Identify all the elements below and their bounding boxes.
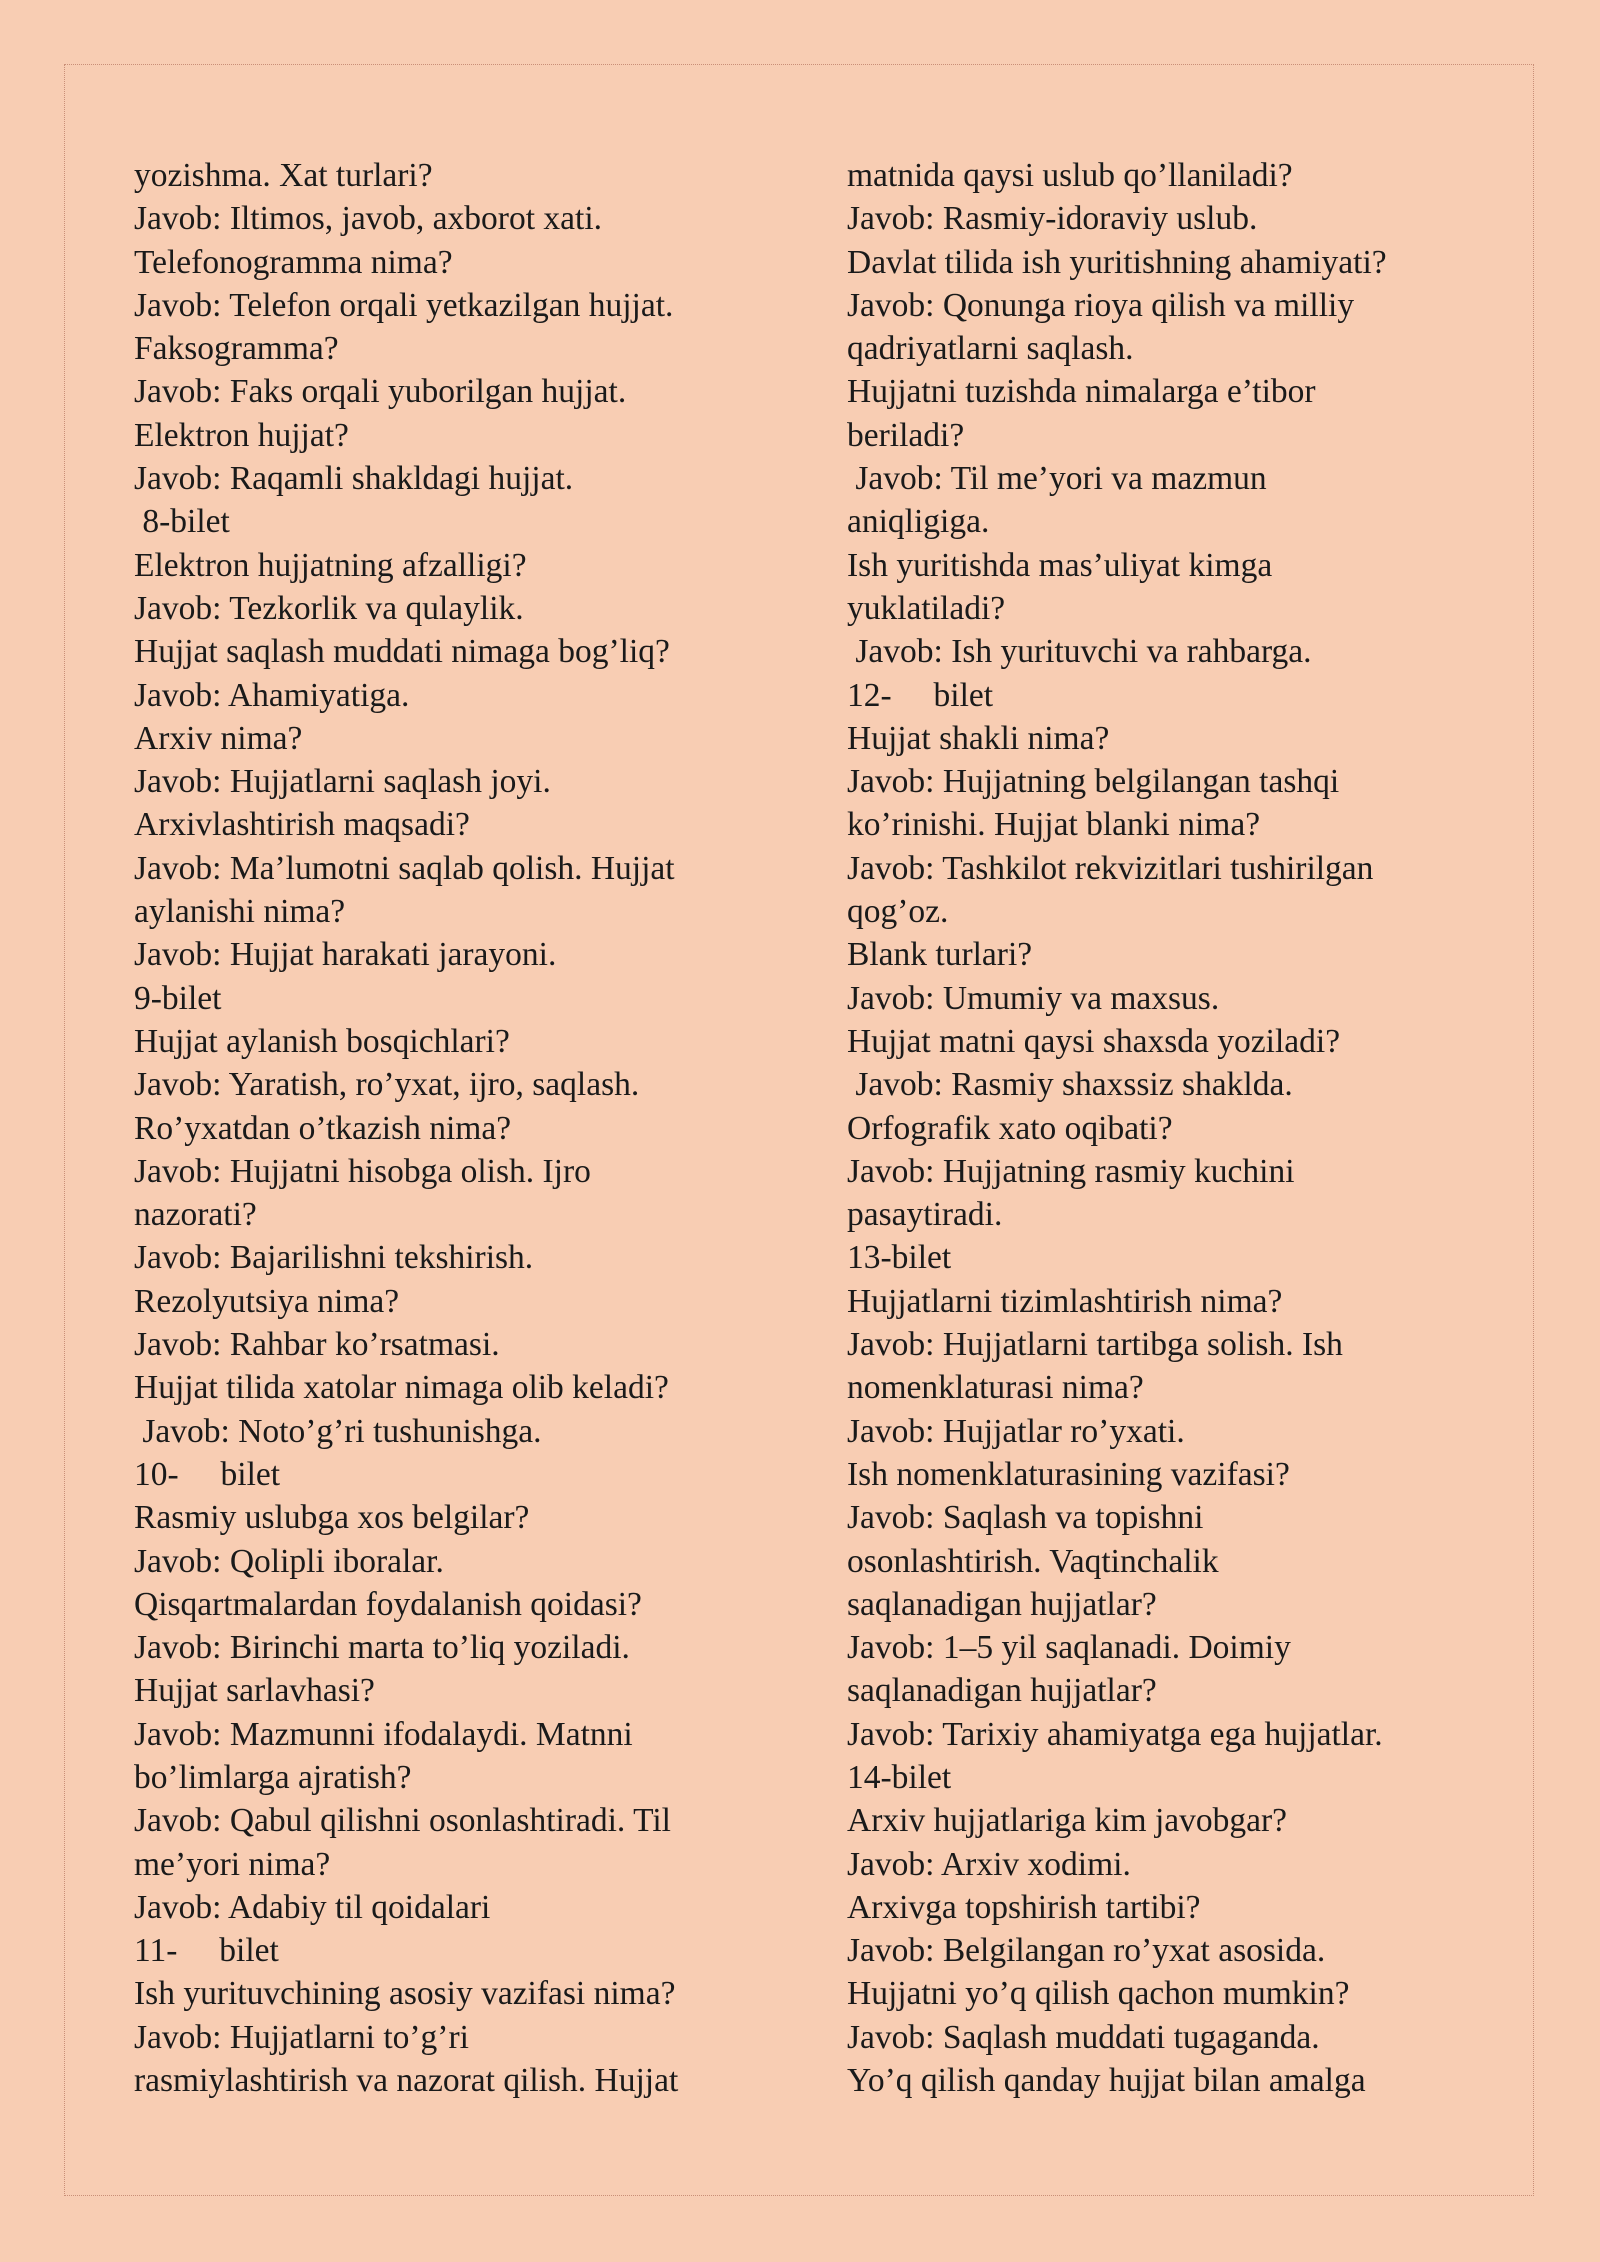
text-line: Hujjat matni qaysi shaxsda yoziladi? [847, 1022, 1341, 1060]
text-line: nazorati? [134, 1196, 257, 1234]
text-line: saqlanadigan hujjatlar? [847, 1672, 1157, 1710]
text-line: Javob: Ma’lumotni saqlab qolish. Hujjat [134, 849, 675, 887]
text-line: Davlat tilida ish yuritishning ahamiyati? [847, 243, 1387, 281]
text-line: Javob: Tezkorlik va qulaylik. [134, 589, 524, 627]
text-line: Javob: 1–5 yil saqlanadi. Doimiy [847, 1629, 1291, 1667]
text-line: Javob: Umumiy va maxsus. [847, 979, 1220, 1017]
text-line: qog’oz. [847, 893, 949, 931]
text-line: Javob: Adabiy til qoidalari [134, 1888, 491, 1926]
text-line: Ro’yxatdan o’tkazish nima? [134, 1109, 512, 1147]
text-line: Faksogramma? [134, 330, 339, 368]
text-line: Javob: Ahamiyatiga. [134, 676, 410, 714]
text-line: Javob: Arxiv xodimi. [847, 1845, 1131, 1883]
text-line: Javob: Hujjatning rasmiy kuchini [847, 1152, 1295, 1190]
text-line: Javob: Qabul qilishni osonlashtiradi. Til [134, 1802, 671, 1840]
text-line: aniqligiga. [847, 503, 990, 541]
text-line: Rezolyutsiya nima? [134, 1282, 400, 1320]
text-line: Yo’q qilish qanday hujjat bilan amalga [847, 2062, 1366, 2100]
text-line: Javob: Hujjatlarni to’g’ri [134, 2018, 469, 2056]
text-line: Javob: Til me’yori va mazmun [847, 460, 1267, 498]
text-line: Javob: Raqamli shakldagi hujjat. [134, 460, 574, 498]
text-line: beriladi? [847, 416, 965, 454]
text-line: Javob: Hujjatning belgilangan tashqi [847, 763, 1340, 801]
text-line: 9-bilet [134, 979, 222, 1017]
text-line: Javob: Hujjatlar ro’yxati. [847, 1412, 1185, 1450]
text-line: Telefonogramma nima? [134, 243, 453, 281]
right-text-column [847, 154, 1487, 2102]
text-line: Hujjat aylanish bosqichlari? [134, 1022, 510, 1060]
text-line: Ish yurituvchining asosiy vazifasi nima? [134, 1975, 676, 2013]
text-line: Ish yuritishda mas’uliyat kimga [847, 546, 1273, 584]
text-line: Ish nomenklaturasining vazifasi? [847, 1455, 1290, 1493]
text-line: Javob: Saqlash va topishni [847, 1499, 1204, 1537]
text-line: yuklatiladi? [847, 589, 1006, 627]
text-line: Elektron hujjatning afzalligi? [134, 546, 527, 584]
text-line: yozishma. Xat turlari? [134, 157, 433, 194]
text-line: saqlanadigan hujjatlar? [847, 1585, 1157, 1623]
text-line: pasaytiradi. [847, 1196, 1003, 1234]
text-line: Javob: Birinchi marta to’liq yoziladi. [134, 1629, 630, 1667]
text-line: matnida qaysi uslub qo’llaniladi? [847, 157, 1293, 194]
text-line: me’yori nima? [134, 1845, 331, 1883]
text-line: Hujjatni yo’q qilish qachon mumkin? [847, 1975, 1350, 2013]
text-line: Arxivga topshirish tartibi? [847, 1888, 1201, 1926]
text-line: Javob: Hujjatlarni tartibga solish. Ish [847, 1326, 1343, 1364]
text-line: Hujjat saqlash muddati nimaga bog’liq? [134, 633, 670, 671]
text-line: aylanishi nima? [134, 893, 346, 931]
text-line: Javob: Tashkilot rekvizitlari tushirilgan [847, 849, 1374, 887]
text-line: 12- bilet [847, 676, 994, 714]
text-line: Javob: Saqlash muddati tugaganda. [847, 2018, 1320, 2056]
text-line: Javob: Rasmiy shaxssiz shaklda. [847, 1066, 1293, 1104]
text-line: Javob: Qonunga rioya qilish va milliy [847, 286, 1355, 324]
text-line: Qisqartmalardan foydalanish qoidasi? [134, 1585, 642, 1623]
text-line: 13-bilet [847, 1239, 952, 1277]
text-line: Javob: Hujjatlarni saqlash joyi. [134, 763, 551, 801]
text-line: osonlashtirish. Vaqtinchalik [847, 1542, 1219, 1580]
text-line: Javob: Iltimos, javob, axborot xati. [134, 200, 603, 238]
text-line: Hujjat shakli nima? [847, 719, 1110, 757]
text-line: Orfografik xato oqibati? [847, 1109, 1173, 1147]
text-line: Elektron hujjat? [134, 416, 349, 454]
text-line: Javob: Hujjatni hisobga olish. Ijro [134, 1152, 591, 1190]
text-line: Javob: Belgilangan ro’yxat asosida. [847, 1932, 1326, 1970]
text-line: Arxivlashtirish maqsadi? [134, 806, 470, 844]
text-line: Javob: Yaratish, ro’yxat, ijro, saqlash. [134, 1066, 640, 1104]
text-line: Javob: Hujjat harakati jarayoni. [134, 936, 557, 974]
text-line: Arxiv hujjatlariga kim javobgar? [847, 1802, 1288, 1840]
text-line: Javob: Rahbar ko’rsatmasi. [134, 1326, 500, 1364]
text-line: Rasmiy uslubga xos belgilar? [134, 1499, 530, 1537]
text-line: Hujjatlarni tizimlashtirish nima? [847, 1282, 1283, 1320]
text-line: Hujjat sarlavhasi? [134, 1672, 375, 1710]
text-line: Arxiv nima? [134, 719, 303, 757]
text-line: Javob: Qolipli iboralar. [134, 1542, 444, 1580]
text-line: Javob: Mazmunni ifodalaydi. Matnni [134, 1715, 633, 1753]
text-line: Javob: Ish yurituvchi va rahbarga. [847, 633, 1312, 671]
text-line: bo’limlarga ajratish? [134, 1758, 412, 1796]
text-line: rasmiylashtirish va nazorat qilish. Hujjat [134, 2062, 679, 2100]
text-line: Javob: Telefon orqali yetkazilgan hujjat. [134, 286, 674, 324]
text-line: Javob: Tarixiy ahamiyatga ega hujjatlar. [847, 1715, 1383, 1753]
text-line: Blank turlari? [847, 936, 1033, 974]
left-text-column [134, 154, 774, 2102]
text-line: 11- bilet [134, 1932, 279, 1970]
text-line: 8-bilet [134, 503, 230, 541]
text-line: nomenklaturasi nima? [847, 1369, 1144, 1407]
text-line: Javob: Rasmiy-idoraviy uslub. [847, 200, 1258, 238]
text-line: Javob: Noto’g’ri tushunishga. [134, 1412, 542, 1450]
text-line: 14-bilet [847, 1758, 952, 1796]
text-line: ko’rinishi. Hujjat blanki nima? [847, 806, 1261, 844]
text-line: Javob: Bajarilishni tekshirish. [134, 1239, 534, 1277]
text-line: qadriyatlarni saqlash. [847, 330, 1134, 368]
text-line: Hujjat tilida xatolar nimaga olib keladi? [134, 1369, 669, 1407]
text-line: Javob: Faks orqali yuborilgan hujjat. [134, 373, 627, 411]
text-line: Hujjatni tuzishda nimalarga e’tibor [847, 373, 1316, 411]
text-line: 10- bilet [134, 1455, 281, 1493]
